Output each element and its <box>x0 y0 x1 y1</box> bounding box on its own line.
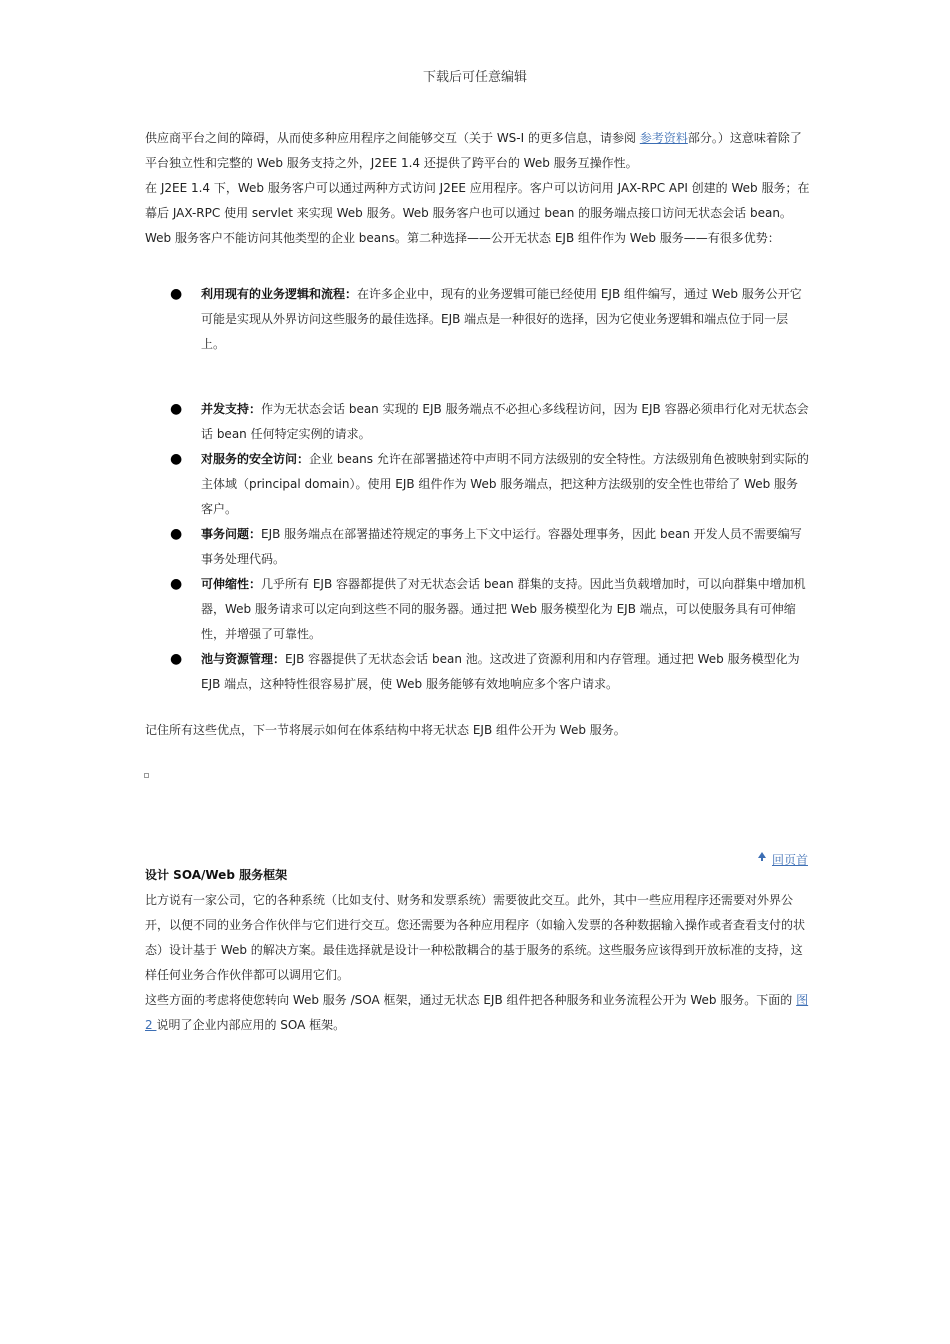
paragraph-intro <box>145 126 810 176</box>
paragraph-summary: 记住所有这些优点，下一节将展示如何在体系结构中将无状态 EJB 组件公开为 Web 服务。 <box>145 723 626 737</box>
list-item-text: 几乎所有 EJB 容器都提供了对无状态会话 bean 群集的支持。因此当负载增加时，可以向群集中增加机器，Web 服务请求可以定向到这些不同的服务器。通过把 Web 服务模型化为 EJB 端点，可以使服务具有可伸缩性，并增强了可靠性。 <box>201 577 806 641</box>
list-item <box>145 282 810 357</box>
list-item-text: 作为无状态会话 bean 实现的 EJB 服务端点不必担心多线程访问，因为 EJB 容器必须串行化对无状态会话 bean 任何特定实例的请求。 <box>201 402 809 441</box>
paragraph-scenario: 比方说有一家公司，它的各种系统（比如支付、财务和发票系统）需要彼此交互。此外，其中一些应用程序还需要对外界公开，以便不同的业务合作伙伴与它们进行交互。您还需要为各种应用程序（如输入发票的各种数据输入操作或者查看支付的状态）设计基于 Web 的解决方案。最佳选择就是设计一种松散耦合的基于服务的系统。这些服务应该得到开放标准的支持，这样任何业务合作伙伴都可以调用它们。 <box>145 893 806 982</box>
bullet-icon: ● <box>170 651 183 667</box>
list-item <box>145 647 810 697</box>
list-item-text: 企业 beans 允许在部署描述符中声明不同方法级别的安全特性。方法级别角色被映射到实际的主体域（principal domain）。使用 EJB 组件作为 Web 服务端点，把这种方法级别的安全性也带给了 Web 服务客户。 <box>201 452 809 516</box>
references-link[interactable]: 参考资料 <box>639 131 688 145</box>
list-item-text: 在许多企业中，现有的业务逻辑可能已经使用 EJB 组件编写，通过 Web 服务公开它可能是实现从外界访问这些服务的最佳选择。EJB 端点是一种很好的选择，因为它使业务逻辑和端点位于同一层上。 <box>201 287 802 351</box>
section-heading: 设计 SOA/Web 服务框架 <box>145 868 288 882</box>
bullet-icon: ● <box>170 526 183 542</box>
list-item-title: 可伸缩性： <box>201 577 262 591</box>
list-item-text: EJB 容器提供了无状态会话 bean 池。这改进了资源利用和内存管理。通过把 Web 服务模型化为 EJB 端点，这种特性很容易扩展，使 Web 服务能够有效地响应多个客户请求。 <box>201 652 800 691</box>
paragraph-text: 说明了企业内部应用的 SOA 框架。 <box>156 1018 346 1032</box>
paragraph-text: 供应商平台之间的障碍，从而使多种应用程序之间能够交互（关于 WS-I 的更多信息，请参阅 <box>145 131 640 145</box>
paragraph-text: 部分。）这意味着除了平台独立性和完整的 Web 服务支持之外，J2EE 1.4 还提供了跨平台的 Web 服务互操作性。 <box>145 131 802 170</box>
list-item <box>145 572 810 647</box>
list-item-title: 对服务的安全访问： <box>201 452 310 466</box>
paragraph-access-methods: 在 J2EE 1.4 下，Web 服务客户可以通过两种方式访问 J2EE 应用程序。客户可以访问用 JAX-RPC API 创建的 Web 服务；在幕后 JAX-RPC 使用 servlet 来实现 Web 服务。Web 服务客户也可以通过 bean 的服务端点接口访问无状态会话 bean。Web 服务客户不能访问其他类型的企业 beans。第二种选择——公开无状态 EJB 组件作为 Web 服务——有很多优势： <box>145 181 810 245</box>
image-placeholder-icon <box>144 773 149 778</box>
list-item <box>145 447 810 522</box>
back-to-top-row <box>145 848 810 868</box>
document-body <box>145 126 810 1038</box>
advantages-list <box>145 282 810 697</box>
back-to-top[interactable] <box>758 848 808 873</box>
list-item-title: 并发支持： <box>201 402 262 416</box>
bullet-icon: ● <box>170 576 183 592</box>
list-item <box>145 397 810 447</box>
list-item <box>145 522 810 572</box>
list-item-text: EJB 服务端点在部署描述符规定的事务上下文中运行。容器处理事务，因此 bean 开发人员不需要编写事务处理代码。 <box>201 527 802 566</box>
figure-2-link[interactable]: 图 2 <box>145 993 809 1032</box>
list-item-title: 事务问题： <box>201 527 262 541</box>
back-to-top-link[interactable]: 回页首 <box>771 853 808 867</box>
up-arrow-icon <box>758 852 766 858</box>
bullet-icon: ● <box>170 451 183 467</box>
bullet-icon: ● <box>170 401 183 417</box>
list-item-title: 池与资源管理： <box>201 652 286 666</box>
paragraph-text: 这些方面的考虑将使您转向 Web 服务 /SOA 框架，通过无状态 EJB 组件把各种服务和业务流程公开为 Web 服务。下面的 <box>145 993 797 1007</box>
paragraph-figure-ref <box>145 988 810 1038</box>
page-header: 下载后可任意编辑 <box>422 70 527 85</box>
list-item-title: 利用现有的业务逻辑和流程： <box>201 287 358 301</box>
bullet-icon: ● <box>170 286 183 302</box>
